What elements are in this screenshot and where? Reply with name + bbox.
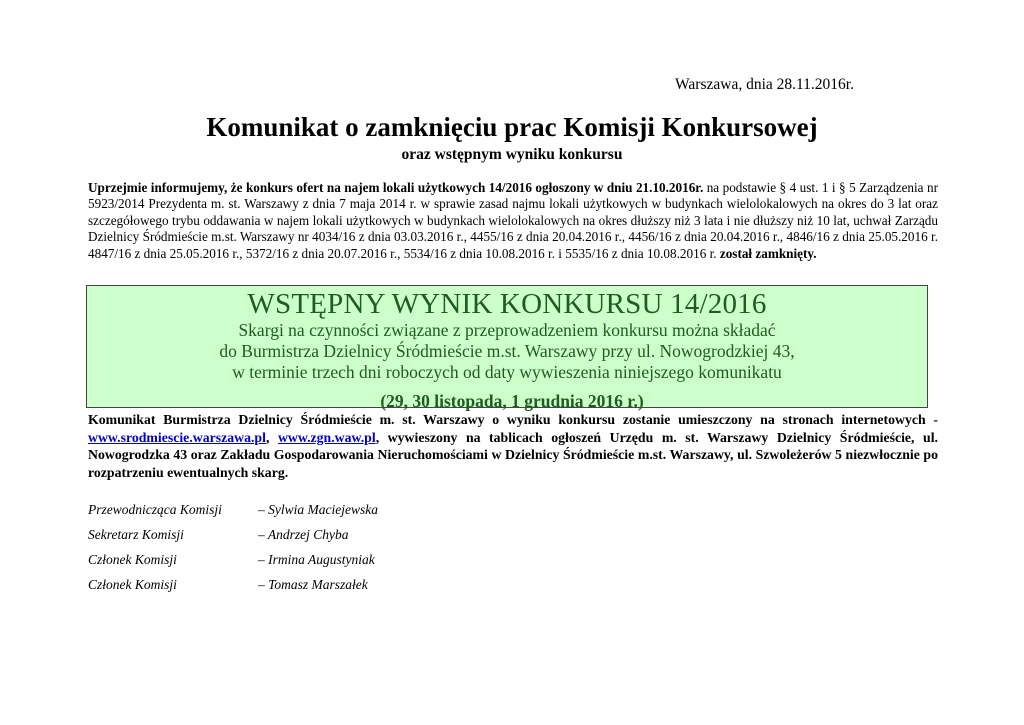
member-role: Przewodnicząca Komisji bbox=[88, 502, 222, 517]
link-zgn[interactable]: www.zgn.waw.pl bbox=[277, 429, 376, 445]
result-heading: WSTĘPNY WYNIK KONKURSU 14/2016 bbox=[247, 288, 767, 320]
notice-text-1: Komunikat Burmistrza Dzielnicy Śródmieście m. st. Warszawy o wyniku konkursu zostanie umieszczony na stronach internetowych - bbox=[88, 412, 938, 427]
notice-separator: , bbox=[265, 429, 278, 445]
notice-text-2: , wywieszony na tablicach ogłoszeń Urzędu m. st. Warszawy Dzielnicy Śródmieście, ul. Nowogrodzka 43 oraz Zakładu Gospodarowania Nieruchomościami w Dzielnicy Śródmieście m.st. Warszawy, ul. Szwoleżerów 5 niezwłocznie po rozpatrzeniu ewentualnych skarg. bbox=[88, 429, 938, 480]
member-name: – Sylwia Maciejewska bbox=[258, 502, 378, 517]
member-role: Sekretarz Komisji bbox=[88, 527, 184, 542]
committee-list bbox=[88, 502, 378, 602]
complaint-deadline: (29, 30 listopada, 1 grudnia 2016 r.) bbox=[380, 391, 644, 411]
committee-member bbox=[88, 502, 378, 527]
date-line: Warszawa, dnia 28.11.2016r. bbox=[675, 76, 854, 93]
notice-paragraph bbox=[88, 411, 938, 481]
member-name: – Tomasz Marszałek bbox=[258, 577, 368, 592]
page-title: Komunikat o zamknięciu prac Komisji Konkursowej bbox=[206, 112, 818, 142]
complaint-line-3: w terminie trzech dni roboczych od daty wywieszenia niniejszego komunikatu bbox=[232, 362, 782, 382]
member-name: – Irmina Augustyniak bbox=[258, 552, 375, 567]
intro-paragraph bbox=[88, 180, 938, 262]
committee-member bbox=[88, 552, 378, 577]
complaint-line-1: Skargi na czynności związane z przeprowadzeniem konkursu można składać bbox=[238, 320, 776, 340]
link-srodmiescie[interactable]: www.srodmiescie.warszawa.pl bbox=[88, 429, 266, 445]
member-name: – Andrzej Chyba bbox=[258, 527, 349, 542]
committee-member bbox=[88, 577, 378, 602]
complaint-line-2: do Burmistrza Dzielnicy Śródmieście m.st. Warszawy przy ul. Nowogrodzkiej 43, bbox=[219, 341, 795, 361]
page-subtitle: oraz wstępnym wyniku konkursu bbox=[401, 146, 623, 163]
intro-body: na podstawie § 4 ust. 1 i § 5 Zarządzenia nr 5923/2014 Prezydenta m. st. Warszawy z dnia 7 maja 2014 r. w sprawie zasad najmu lokali użytkowych w budynkach wielolokalowych na okres do 3 lat oraz szczegółowego trybu oddawania w najem lokali użytkowych w budynkach wielolokalowych na okres dłuższy niż 3 lata i nie dłuższy niż 10 lat, uchwał Zarządu Dzielnicy Śródmieście m.st. Warszawy nr 4034/16 z dnia 03.03.2016 r., 4455/16 z dnia 20.04.2016 r., 4456/16 z dnia 20.04.2016 r., 4846/16 z dnia 25.05.2016 r. 4847/16 z dnia 25.05.2016 r., 5372/16 z dnia 20.07.2016 r., 5534/16 z dnia 10.08.2016 r. i 5535/16 z dnia 10.08.2016 r. bbox=[88, 180, 938, 261]
intro-bold-start: Uprzejmie informujemy, że konkurs ofert na najem lokali użytkowych 14/2016 ogłoszony w dniu 21.10.2016r. bbox=[88, 180, 704, 195]
member-role: Członek Komisji bbox=[88, 552, 177, 567]
committee-member bbox=[88, 527, 378, 552]
member-role: Członek Komisji bbox=[88, 577, 177, 592]
intro-bold-end: został zamknięty. bbox=[719, 245, 817, 261]
